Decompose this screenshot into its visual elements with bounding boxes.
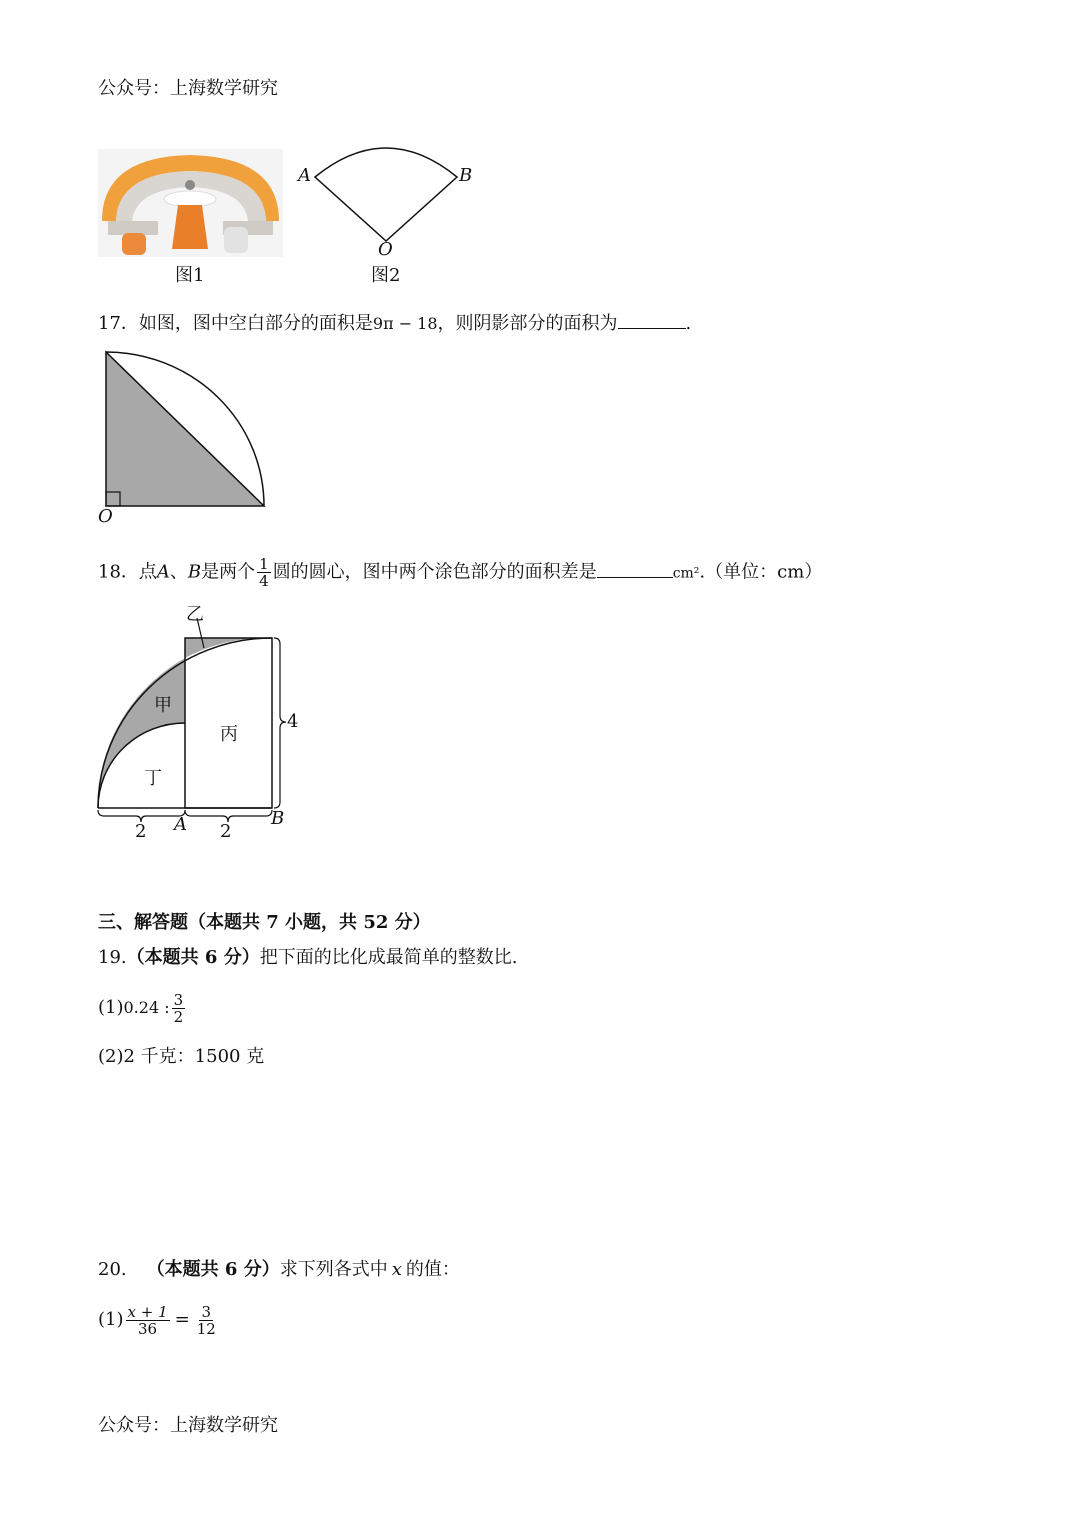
q20-lhs-fraction: [126, 1304, 170, 1337]
label-four: 4: [287, 711, 299, 732]
q19-part2: (2)2 千克：1500 克: [98, 1046, 265, 1067]
q20-x: x: [391, 1259, 402, 1280]
frac-numerator: 3: [201, 1302, 212, 1321]
q18-figure: [94, 598, 314, 848]
label-o: O: [98, 506, 113, 527]
label-o: O: [378, 239, 393, 260]
q18-fraction: [257, 556, 271, 589]
q17-text-after: ，则阴影部分的面积为: [437, 313, 618, 334]
q18-text-b: 是两个: [201, 561, 256, 583]
q18-text-e: ）: [804, 561, 823, 583]
sector-figure: [296, 135, 481, 263]
page-footer: 公众号：上海数学研究: [98, 1415, 278, 1436]
q20-equals: =: [174, 1309, 190, 1330]
q20-part1: [98, 1296, 220, 1344]
q19-p1-label: (1): [98, 997, 124, 1018]
q19-fraction: [172, 992, 186, 1025]
q17-end: .: [685, 313, 692, 334]
frac-numerator: 3: [173, 990, 184, 1009]
label-bing: 丙: [220, 724, 238, 745]
q19-number: 19.: [98, 947, 127, 968]
q18-point-b: B: [187, 561, 202, 583]
frac-denominator: 12: [196, 1319, 216, 1338]
q18-unit: cm²: [672, 565, 700, 582]
q20-p1-label: (1): [98, 1309, 124, 1330]
q18-text-d: .（单位：: [699, 561, 778, 583]
question-20: [98, 1258, 460, 1282]
frac-denominator: 2: [173, 1007, 184, 1026]
q20-text-b: 的值：: [405, 1259, 460, 1280]
label-yi: 乙: [186, 604, 204, 625]
label-a: A: [298, 165, 311, 186]
question-17: [98, 310, 691, 336]
label-b: B: [459, 165, 473, 186]
label-b: B: [271, 808, 285, 829]
q18-sep: 、: [169, 561, 188, 583]
frac-denominator: 4: [259, 572, 269, 590]
sofa-photo: [98, 149, 283, 257]
q17-expr: 9π − 18: [372, 314, 438, 333]
question-19: [98, 946, 517, 970]
page-header: 公众号：上海数学研究: [98, 78, 278, 99]
fig1-caption: 图1: [175, 265, 205, 286]
q17-number: 17．: [98, 313, 139, 334]
q18-number: 18．: [98, 561, 139, 583]
answer-blank[interactable]: [597, 559, 673, 578]
q20-text-a: 求下列各式中: [279, 1259, 388, 1280]
q18-point-a: A: [156, 561, 170, 583]
q19-p1-expr: 0.24 :: [123, 998, 170, 1017]
q20-number: 20.: [98, 1259, 127, 1280]
q17-figure: [96, 346, 276, 528]
label-a: A: [174, 814, 187, 835]
q20-points: （本题共 6 分）: [146, 1259, 280, 1280]
question-18: [98, 556, 822, 589]
q18-text-a: 点: [138, 561, 157, 583]
fig2-caption: 图2: [371, 265, 401, 286]
frac-denominator: 36: [138, 1319, 158, 1338]
q18-unit2: cm: [777, 561, 805, 583]
frac-numerator: 1: [259, 555, 269, 573]
q20-rhs-fraction: [195, 1304, 218, 1337]
q19-text: 把下面的比化成最简单的整数比.: [259, 947, 518, 968]
q18-text-c: 圆的圆心，图中两个涂色部分的面积差是: [272, 561, 597, 583]
label-jia: 甲: [154, 695, 172, 716]
q19-part1: [98, 986, 187, 1030]
q19-points: （本题共 6 分）: [126, 947, 260, 968]
label-two-right: 2: [220, 821, 232, 842]
section-title: 三、解答题（本题共 7 小题，共 52 分）: [98, 912, 431, 933]
label-two-left: 2: [135, 821, 147, 842]
frac-numerator: x + 1: [127, 1302, 168, 1321]
answer-blank[interactable]: [618, 310, 686, 329]
label-ding: 丁: [144, 768, 162, 789]
q17-text: 如图，图中空白部分的面积是: [138, 313, 373, 334]
